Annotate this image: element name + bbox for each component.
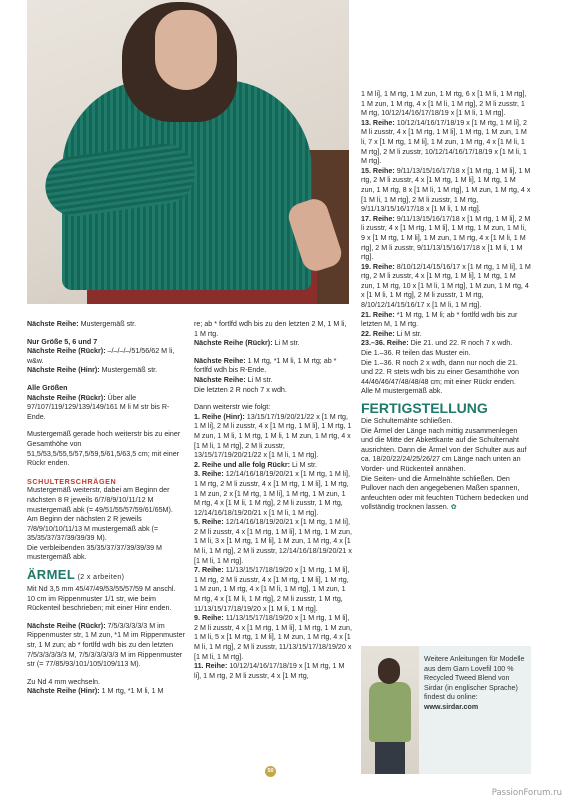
page-number: 50 [265,766,276,777]
section-heading: ÄRMEL (2 x arbeiten) [27,567,125,583]
pattern-row: 21. Reihe: *1 M rtg, 1 M li; ab * fortlfd wdh bis zur letzten M, 1 M rtg. [361,310,518,329]
paragraph: Alle M mustergemäß abk. [361,387,443,396]
paragraph: Nächste Reihe (Rückr): Li M str. [194,339,300,348]
flower-icon: ✿ [450,503,457,512]
pattern-row: 22. Reihe: Li M str. [361,329,422,338]
pattern-row: 19. Reihe: 8/10/12/14/15/16/17 x [1 M rtg, 1 M li], 1 M rtg, 2 M li zusstr, 4 x [1 M rtg, 1 M li], 1 M rtg, 1 M zun, 1 M rtg, 10 x [1 M li, 1 M rtg], 1 M zun, 1 M rtg, 4 x [1 M li, 1 M rtg], 2 M li zusstr, 1 M rtg, 8/10/12/14/15/16/17 x [1 M li, 1 M rtg]. [361,262,531,310]
watermark: PassionForum.ru [491,788,562,798]
pattern-row: 17. Reihe: 9/11/13/15/16/17/18 x [1 M rtg, 1 M li], 2 M li zusstr, 4 x [1 M rtg, 1 M li], 1 M rtg, 1 M zun, 1 M li, 9 x [1 M rtg, 1 M li], 1 M zun, 1 M rtg, 4 x [1 M li, 1 M rtg], 2 M li zusstr, 9/11/13/15/16/17/18 x [1 M li, 1 M rtg]. [361,214,531,262]
paragraph: Nächste Reihe (Rückr): 7/5/3/3/3/3/3 M im Rippenmuster str, 1 M zun, *1 M im Rippenmuster str, 1 M zun; ab * fortlfd wdh bis zu den letzten 7/5/3/3/3/3/3 M, 7/5/3/3/3/3/3 M im Rippenmuster str (= 77/85/93/101/105/109/113 M). [27,621,185,669]
paragraph: Nächste Reihe (Hinr): Mustergemäß str. [27,366,158,375]
paragraph: Mit Nd 3,5 mm 45/47/49/53/55/57/59 M anschl. 10 cm im Rippenmuster 1/1 str, wie beim Rückenteil beschrieben; mit einer Hinr enden. [27,585,176,613]
pattern-row: 13. Reihe: 10/12/14/16/17/18/19 x [1 M rtg, 1 M li], 2 M li zusstr, 4 x [1 M rtg, 1 M li], 1 M rtg, 1 M zun, 1 M li, 7 x [1 M rtg, 1 M li], 1 M zun, 1 M rtg, 4 x [1 M li, 1 M rtg], 2 M li zusstr, 10/12/14/16/17/18/19 x [1 M li, 1 M rtg]. [361,118,527,166]
paragraph: Die 1.–36. R noch 2 x wdh, dann nur noch die 21. und 22. R stets wdh bis zu einer Gesamthöhe von 44/46/46/47/48/48/48 cm; mit einer Rückr enden. [361,358,519,386]
cardigan [369,682,411,742]
pattern-row: 2. Reihe und alle folg Rückr: Li M str. [194,460,318,469]
website-link[interactable]: www.sirdar.com [424,702,479,711]
model-photo [27,0,349,304]
pattern-row: 7. Reihe: 11/13/15/17/18/19/20 x [1 M rtg, 1 M li], 1 M rtg, 2 M li zusstr, 4 x [1 M rtg, 1 M li], 1 M rtg, 1 M zun, 1 M rtg, 4 x [1 M li, 1 M rtg], 1 M zun, 1 M rtg, 4 x [1 M li, 1 M rtg], 2 M li zusstr, 1 M rtg, 11/13/15/17/18/19/20 x [1 M li, 1 M rtg]. [194,566,350,613]
info-box [361,646,531,774]
paragraph: Die Seiten- und die Ärmelnähte schließen. Den Pullover nach den angegebenen Maßen spannen, anfeuchten oder mit feuchten Tüchern bedecken und vollständig trocknen lassen. ✿ [361,474,529,512]
info-text: Weitere Anleitungen für Modelle aus dem Garn Lovefil 100 % Recycled Tweed Blend von Sirdar (in englischer Sprache) findest du online: www.sirdar.com [424,655,525,711]
paragraph: Nächste Reihe (Rückr): –/–/–/–/51/56/62 M li, w&w. [27,347,175,365]
paragraph: Nächste Reihe: 1 M rtg, *1 M li, 1 M rtg; ab * fortlfd wdh bis R-Ende. [194,356,337,375]
column-2 [194,320,352,681]
paragraph: 1 M li], 1 M rtg, 1 M zun, 1 M rtg, 6 x [1 M li, 1 M rtg], 1 M zun, 1 M rtg, 4 x [1 M li, 1 M rtg], 2 M li zusstr, 1 M rtg, 10/12/14/16/17/18/19 x [1 M li, 1 M rtg]. [361,90,527,118]
paragraph: Die letzten 2 R noch 7 x wdh. [194,385,287,394]
section-heading: SCHULTERSCHRÄGEN [27,476,117,486]
paragraph: Nächste Reihe (Hinr): 1 M rtg, *1 M li, 1 M [27,687,164,696]
column-3 [361,90,531,513]
trousers [375,741,405,774]
paragraph: Dann weiterstr wie folgt: [194,403,271,412]
paragraph: Die Ärmel der Länge nach mittig zusammenlegen und die Mitte der Abkettkante auf die Schulternaht ausrichten. Dann die Ärmel von der Schulter aus auf ca. 18/20/22/24/25/26/27 cm Länge nach unten an Vorder- und Rückenteil annähen. [361,426,527,473]
pattern-row: 3. Reihe: 12/14/16/18/19/20/21 x [1 M rtg, 1 M li], 1 M rtg, 2 M li zusstr, 4 x [1 M rtg, 1 M li], 1 M rtg, 1 M zun, 2 x [1 M rtg, 1 M li], 1 M rtg, 1 M zun, 1 M rtg, 4 x [1 M li, 1 M rtg], 2 M li zusstr, 1 M rtg, 12/14/16/18/19/20/21 x [1 M li, 1 M rtg]. [194,470,350,517]
pattern-row: 11. Reihe: 10/12/14/16/17/18/19 x [1 M rtg, 1 M li], 1 M rtg, 2 M li zusstr, 4 x [1 M rtg, [194,662,345,680]
section-heading: FERTIGSTELLUNG [361,400,488,416]
pattern-row: 23.–36. Reihe: Die 21. und 22. R noch 7 x wdh. [361,339,513,348]
paragraph: Die Schulternähte schließen. [361,417,453,425]
paragraph: Nächste Reihe: Li M str. [194,375,273,384]
paragraph: Nächste Reihe (Rückr): Über alle 97/107/119/129/139/149/161 M li M str bis R-Ende. [27,393,170,421]
paragraph: Die verbleibenden 35/35/37/37/39/39/39 M mustergemäß abk. [27,543,162,562]
paragraph: Mustergemäß weiterstr, dabei am Beginn der nächsten 8 R jeweils 6/7/8/9/10/11/12 M mustergemäß abk (= 49/51/55/57/59/61/65M). Am Beginn der nächsten 2 R jeweils 7/8/9/10/10/11/13 M mustergemäß abk (= 35/35/37/37/39/39/39 M). [27,486,173,543]
paragraph: Mustergemäß gerade hoch weiterstr bis zu einer Gesamthöhe von 51,5/53,5/55,5/57,5/59,5/61,5/63,5 cm; mit einer Rückr enden. [27,430,181,468]
paragraph: re; ab * fortlfd wdh bis zu den letzten 2 M, 1 M li, 1 M rtg. [194,320,347,338]
pattern-row: 5. Reihe: 12/14/16/18/19/20/21 x [1 M rtg, 1 M li], 2 M li zusstr, 4 x [1 M rtg, 1 M li], 1 M rtg, 1 M zun, 1 M li, 3 x [1 M rtg, 1 M li], 1 M zun, 1 M rtg, 4 x [1 M li, 1 M rtg], 2 M li zusstr, 12/14/16/18/19/20/21 x [1 M li, 1 M rtg]. [194,518,352,565]
paragraph: Zu Nd 4 mm wechseln. [27,677,101,686]
hair [378,658,400,684]
paragraph: Die 1.–36. R teilen das Muster ein. [361,349,471,358]
face [155,10,217,90]
pattern-row: 1. Reihe (Hinr): 13/15/17/19/20/21/22 x [1 M rtg, 1 M li], 2 M li zusstr, 4 x [1 M rtg, 1 M li], 1 M rtg, 1 M zun, 1 M li, 1 M rtg, 1 M li, 1 M zun, 1 M rtg, 4 x [1 M li, 1 M rtg], 2 M li zusstr, 13/15/17/19/20/21/22 x [1 M li, 1 M rtg]. [194,412,352,460]
subheading: Alle Größen [27,383,68,392]
column-1 [27,320,185,697]
paragraph: Nächste Reihe: Mustergemäß str. [27,320,137,328]
subheading: Nur Größe 5, 6 und 7 [27,337,98,346]
cardigan-photo [361,646,419,774]
pattern-row: 9. Reihe: 11/13/15/17/18/19/20 x [1 M rtg, 1 M li], 2 M li zusstr, 4 x [1 M rtg, 1 M li], 1 M rtg, 1 M zun, 1 M li, 5 x [1 M rtg, 1 M li], 1 M zun, 1 M rtg, 4 x [1 M li, 1 M rtg], 2 M li zusstr, 11/13/15/17/18/19/20 x [1 M li, 1 M rtg]. [194,614,352,661]
pattern-row: 15. Reihe: 9/11/13/15/16/17/18 x [1 M rtg, 1 M li], 1 M rtg, 2 M li zusstr, 4 x [1 M rtg, 1 M li], 1 M rtg, 1 M zun, 1 M rtg, 8 x [1 M li, 1 M rtg], 1 M zun, 1 M rtg, 4 x [1 M li, 1 M rtg], 2 M li zusstr, 1 M rtg, 9/11/13/15/16/17/18 x [1 M li, 1 M rtg]. [361,166,531,214]
